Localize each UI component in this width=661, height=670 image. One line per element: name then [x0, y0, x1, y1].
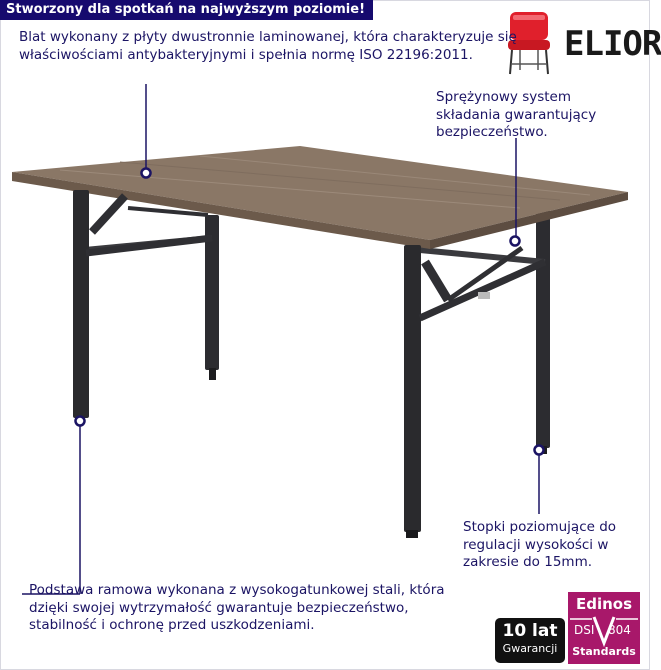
edinos-standards: Standards: [572, 645, 636, 658]
warranty-badge: [495, 618, 565, 663]
annotation-spring-system: Sprężynowy system składania gwarantujący bezpieczeństwo.: [436, 89, 597, 140]
edinos-dsi: DSI: [574, 623, 595, 637]
back-legs: [205, 205, 550, 454]
annotation-steel-base: Podstawa ramowa wykonana z wysokogatunkowej stali, która dzięki swojej wytrzymałość gwarantuje bezpieczeństwo, stabilność i ochronę przed uszkodzeniami.: [29, 582, 445, 633]
warranty-value: 10 lat: [502, 621, 558, 641]
top-banner: Stworzony dla spotkań na najwyższym poziomie!: [0, 0, 373, 20]
annotation-leveling-feet: Stopki poziomujące do regulacji wysokości w zakresie do 15mm.: [463, 519, 617, 570]
front-legs: [73, 190, 421, 538]
edinos-number: 804: [608, 623, 631, 637]
edinos-emblem: [568, 615, 640, 645]
brand-name: ELIOR: [564, 24, 661, 64]
warranty-label: Gwarancji: [502, 642, 558, 655]
label-plate: [478, 292, 490, 299]
edinos-brand: Edinos: [575, 595, 633, 613]
tabletop: [12, 146, 628, 249]
edinos-badge: [568, 592, 640, 664]
annotation-tabletop: Blat wykonany z płyty dwustronnie laminowanej, która charakteryzuje się właściwościami antybakteryjnymi i spełnia normę ISO 22196:2011.: [19, 29, 517, 63]
